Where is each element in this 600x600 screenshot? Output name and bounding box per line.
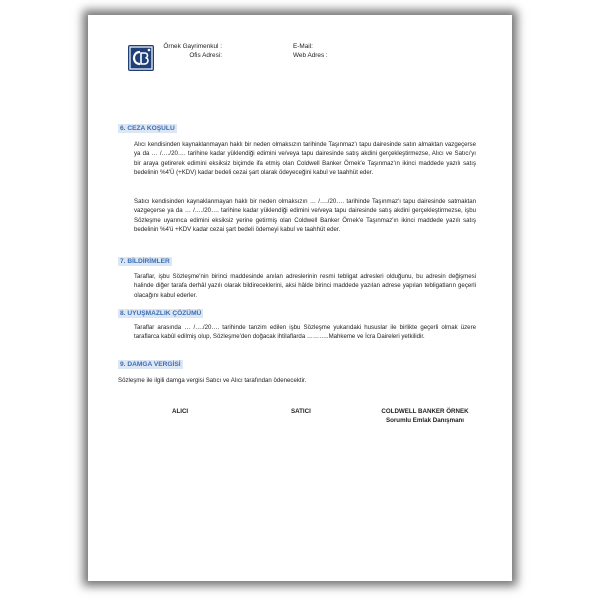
coldwell-banker-logo [128, 45, 154, 71]
header-right-labels [293, 42, 328, 60]
seller-signature-label: SATICI [291, 408, 311, 415]
section-7-paragraph: Taraflar, işbu Sözleşme'nin birinci maddesinde anılan adreslerinin resmi tebligat adresleri olduğunu, bu adresin değişmesi halinde diğer tarafa derhâl yazılı olarak bildireceklerini, aksi hâlde birinci maddede yazılan adrese yapılan tebligatların geçerli olacağını kabul ederler. [134, 273, 476, 299]
section-6-paragraph-2: Satıcı kendisinden kaynaklanmayan haklı bir neden olmaksızın … /…./20…. tarihinde Taşınmaz'ı tapu dairesinde satmaktan vazgeçerse ya da … /…./20…. tarihine kadar yüklendiği edimini ve/veya tapu dairesinde satış akdini gerçekleştirmezse, işbu Sözleşme uyarınca edimini eksiksiz yerine getirmiş olan Coldwell Banker Örnek'e Taşınmaz'ın ikinci maddede yazılı satış bedelinin %4'ü +KDV kadar cezai şart bedeli ödemeyi kabul ve taahhüt eder. [134, 198, 476, 233]
company-label: Örnek Gayrimenkul : [163, 43, 222, 50]
agency-name: COLDWELL BANKER ÖRNEK [381, 408, 469, 415]
section-8-paragraph: Taraflar arasında … /…./20…. tarihinde tanzim edilen işbu Sözleşme yukarıdaki hususlar ile birlikte geçerli olmak üzere taraflarca kabûl edilmiş olup, Sözleşme'den doğacak ihtilaflarda ………..Mahkeme ve İcra Daireleri yetkilidir. [134, 324, 476, 341]
agency-role: Sorumlu Emlak Danışmanı [385, 417, 465, 424]
document-page [88, 15, 512, 581]
header-left-labels [160, 42, 222, 60]
section-9-paragraph: Sözleşme ile ilgili damga vergisi Satıcı ve Alıcı tarafından ödenecektir. [118, 377, 307, 384]
agency-signature-block [362, 407, 488, 425]
buyer-signature-label: ALICI [172, 408, 189, 415]
section-9-title: 9. DAMGA VERGİSİ [120, 361, 181, 368]
email-label: E-Mail: [293, 43, 313, 50]
web-label: Web Adres : [293, 52, 328, 59]
office-label: Ofis Adresi: [189, 52, 222, 59]
section-7-title: 7. BİLDİRİMLER [120, 258, 170, 265]
section-8-title: 8. UYUŞMAZLIK ÇÖZÜMÜ [120, 310, 202, 317]
section-6-paragraph-1: Alıcı kendisinden kaynaklanmayan haklı bir neden olmaksızın tarihinde Taşınmaz'ı tapu dairesinde satın almaktan vazgeçerse ya da … /…./20…. tarihine kadar yüklendiği edimini ve/veya tapu dairesinde satış akdini gerçekleştirmezse, Alıcı ve Satıcı'yı bir araya getirerek edimini eksiksiz biçimde ifa etmiş olan Coldwell Banker Örnek'e Taşınmaz'ın ikinci maddede yazılı satış bedelinin %4'Ü (+KDV) kadar bedeli cezai şart olarak ödeyeceğini kabul ve taahhüt eder. [134, 141, 476, 176]
section-6-title: 6. CEZA KOŞULU [120, 125, 175, 132]
